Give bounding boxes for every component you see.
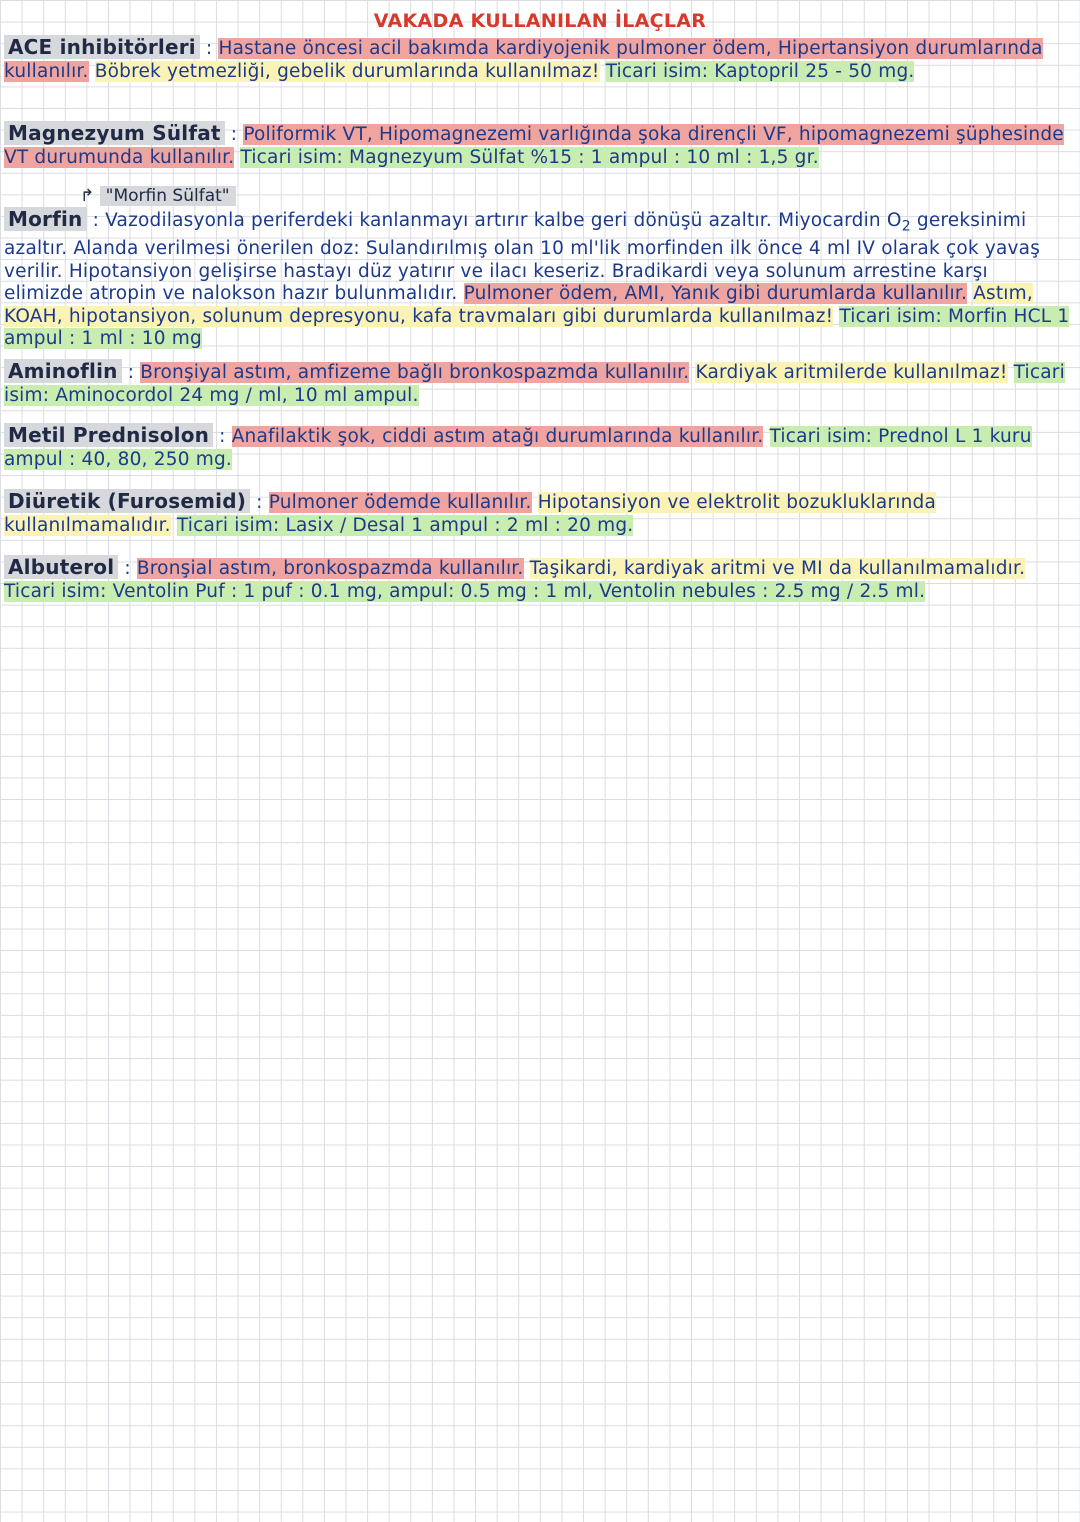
trade-name-highlight: Ticari isim: Kaptopril 25 - 50 mg. — [605, 60, 915, 82]
indication-highlight: Anafilaktik şok, ciddi astım atağı durumlarında kullanılır. — [231, 426, 764, 447]
trade-name-highlight: Ticari isim: Prednol L 1 kuru ampul : 40, 80, 250 mg. — [4, 426, 1032, 470]
trade-name-highlight: Ticari isim: Aminocordol 24 mg / ml, 10 ml ampul. — [4, 362, 1065, 406]
trade-name-highlight: Ticari isim: Morfin HCL 1 ampul : 1 ml : 10 mg — [4, 305, 1070, 350]
drug-name: Morfin — [4, 207, 87, 231]
trade-name-highlight: Ticari isim: Magnezyum Sülfat %15 : 1 ampul : 10 ml : 1,5 gr. — [240, 146, 819, 168]
drug-name: Diüretik (Furosemid) — [4, 489, 250, 513]
contraindication-highlight: Taşikardi, kardiyak aritmi ve MI da kullanılmamalıdır. — [529, 558, 1026, 579]
trade-name-highlight: Ticari isim: Ventolin Puf : 1 puf : 0.1 mg, ampul: 0.5 mg : 1 ml, Ventolin nebules : 2.5 mg / 2.5 ml. — [4, 580, 926, 602]
arrow-icon: ↱ — [80, 186, 95, 206]
section-ace-inhibitors: ACE inhibitörleri : Hastane öncesi acil bakımda kardiyojenik pulmoner ödem, Hipertansiyon durumlarında kullanılır. Böbrek yetmezliği, gebelik durumlarında kullanılmaz! Ticari isim: Kaptopril 25 - 50 mg. — [4, 35, 1043, 82]
section-aminofilin: Aminoflin : Bronşiyal astım, amfizeme bağlı bronkospazmda kullanılır. Kardiyak aritmilerde kullanılmaz! Ticari isim: Aminocordol 24 mg / ml, 10 ml ampul. — [4, 359, 1065, 406]
section-diuretik: Diüretik (Furosemid) : Pulmoner ödemde kullanılır. Hipotansiyon ve elektrolit bozukluklarında kullanılmamalıdır. Ticari isim: Lasix / Desal 1 ampul : 2 ml : 20 mg. — [4, 489, 937, 536]
note-text: "Morfin Sülfat" — [100, 186, 236, 206]
indication-highlight: Pulmoner ödem, AMI, Yanık gibi durumlarda kullanılır. — [463, 283, 968, 305]
contraindication-highlight: Astım, KOAH, hipotansiyon, solunum depresyonu, kafa travmaları gibi durumlarda kullanılmaz! — [4, 283, 1033, 327]
section-albuterol: Albuterol : Bronşial astım, bronkospazmda kullanılır. Taşikardi, kardiyak aritmi ve MI da kullanılmamalıdır. Ticari isim: Ventolin Puf : 1 puf : 0.1 mg, ampul: 0.5 mg : 1 ml, Ventolin nebules : 2.5 mg / 2.5 ml. — [4, 555, 1026, 602]
indication-highlight: Bronşial astım, bronkospazmda kullanılır. — [136, 558, 524, 579]
indication-highlight: Poliformik VT, Hipomagnezemi varlığında şoka dirençli VF, hipomagnezemi şüphesinde VT durumunda kullanılır. — [4, 124, 1064, 168]
page-title: VAKADA KULLANILAN İLAÇLAR — [373, 10, 707, 32]
drug-name: Aminoflin — [4, 359, 122, 383]
description-text-continued: gereksinimi azaltır. Alanda verilmesi önerilen doz: Sulandırılmış olan 10 ml'lik morfinden ilk önce 4 ml IV olarak çok yavaş verilir. Hipotansiyon gelişirse hastayı düz yatırır ve ilacı keseriz. Bradikardi veya solunum arrestine karşı elimizde atropin ve nalokson hazır bulunmalıdır. — [4, 210, 1041, 305]
drug-name: Metil Prednisolon — [4, 423, 213, 447]
drug-name: Albuterol — [4, 555, 118, 579]
contraindication-highlight: Hipotansiyon ve elektrolit bozukluklarında kullanılmamalıdır. — [4, 492, 937, 536]
drug-name: Magnezyum Sülfat — [4, 121, 225, 145]
section-morfin: Morfin : Vazodilasyonla periferdeki kanlanmayı artırır kalbe geri dönüşü azaltır. Miyocardin $O_2$ gereksinimi azaltır. Alanda verilmesi önerilen doz: Sulandırılmış olan 10 ml'lik morfinden ilk önce 4 ml IV olarak çok yavaş verilir. Hipotansiyon gelişirse hastayı düz yatırır ve ilacı keseriz. Bradikardi veya solunum arrestine karşı elimizde atropin ve nalokson hazır bulunmalıdır. Pulmoner ödem, AMI, Yanık gibi durumlarda kullanılır. Astım, KOAH, hipotansiyon, solunum depresyonu, kafa travmaları gibi durumlarda kullanılmaz! Ticari isim: Morfin HCL 1 ampul : 1 ml : 10 mg — [4, 207, 1070, 350]
subscript: 2 — [901, 218, 911, 235]
indication-highlight: Hastane öncesi acil bakımda kardiyojenik pulmoner ödem, Hipertansiyon durumlarında kullanılır. — [4, 38, 1043, 82]
section-magnezyum-sulfat: Magnezyum Sülfat : Poliformik VT, Hipomagnezemi varlığında şoka dirençli VF, hipomagnezemi şüphesinde VT durumunda kullanılır. Ticari isim: Magnezyum Sülfat %15 : 1 ampul : 10 ml : 1,5 gr. — [4, 121, 1064, 168]
indication-highlight: Bronşiyal astım, amfizeme bağlı bronkospazmda kullanılır. — [140, 362, 690, 383]
indication-highlight: Pulmoner ödemde kullanılır. — [268, 492, 532, 513]
description-text: Vazodilasyonla periferdeki kanlanmayı artırır kalbe geri dönüşü azaltır. Miyocardin O — [105, 210, 902, 231]
morfin-sulfat-note — [80, 186, 236, 206]
drug-name: ACE inhibitörleri — [4, 35, 200, 59]
contraindication-highlight: Böbrek yetmezliği, gebelik durumlarında kullanılmaz! — [94, 60, 600, 82]
section-metil-prednisolon: Metil Prednisolon : Anafilaktik şok, ciddi astım atağı durumlarında kullanılır. Ticari isim: Prednol L 1 kuru ampul : 40, 80, 250 mg. — [4, 423, 1032, 470]
trade-name-highlight: Ticari isim: Lasix / Desal 1 ampul : 2 ml : 20 mg. — [176, 514, 634, 536]
contraindication-highlight: Kardiyak aritmilerde kullanılmaz! — [695, 362, 1008, 383]
